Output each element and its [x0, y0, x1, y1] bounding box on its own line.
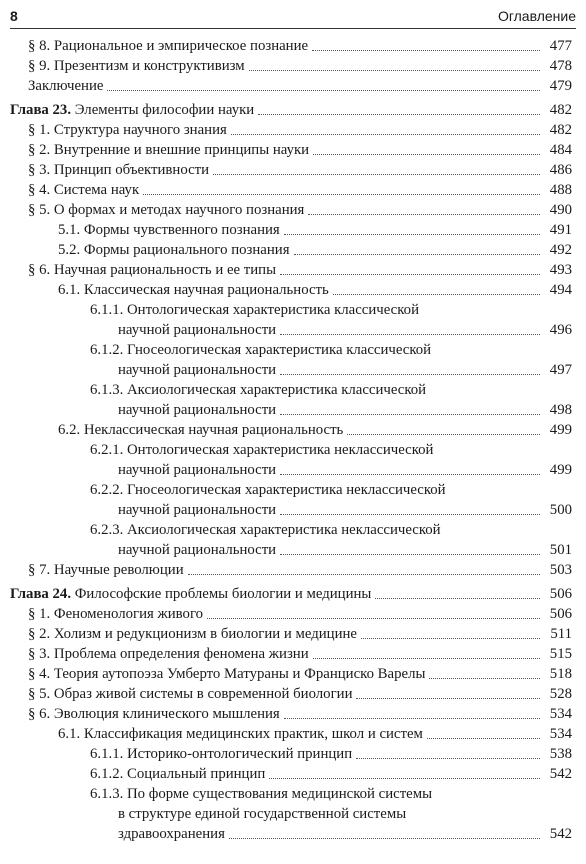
entry-text: 6.1.3. Аксиологическая характеристика классической — [90, 382, 427, 398]
toc-entry-title — [118, 540, 276, 560]
toc-line — [0, 340, 586, 360]
entry-text: § 1. Структура научного знания — [28, 122, 227, 138]
toc-entry-title — [28, 624, 357, 644]
entry-text: § 8. Рациональное и эмпирическое познание — [28, 38, 309, 54]
entry-text: § 4. Теория аутопоэза Умберто Матураны и Франциско Варелы — [28, 666, 426, 682]
toc-entry-title — [90, 440, 433, 460]
toc-page-number: 534 — [549, 726, 572, 742]
toc-line — [0, 664, 586, 684]
toc-line — [0, 724, 586, 744]
toc-entry-title — [118, 460, 276, 480]
toc-entry — [0, 704, 586, 724]
toc-entry-title — [118, 804, 406, 824]
toc-line — [0, 604, 586, 624]
chapter-label: Глава 24. — [10, 586, 72, 602]
toc-entry-title — [28, 200, 304, 220]
toc-page-number: 518 — [549, 666, 572, 682]
toc-entry — [0, 240, 586, 260]
entry-text: 6.1.2. Социальный принцип — [90, 766, 266, 782]
toc-entry-title — [118, 500, 276, 520]
toc-page-number: 479 — [549, 78, 572, 94]
entry-text: 6.1.3. По форме существования медицинской системы — [90, 786, 433, 802]
dot-leader — [107, 90, 540, 91]
entry-text: 5.1. Формы чувственного познания — [58, 222, 280, 238]
toc-line — [0, 804, 586, 824]
toc-page-number: 538 — [549, 746, 572, 762]
toc-page-number: 488 — [549, 182, 572, 198]
toc-page-number: 497 — [549, 362, 572, 378]
entry-text: 6.1.2. Гносеологическая характеристика классической — [90, 342, 432, 358]
toc-line — [0, 644, 586, 664]
toc-line — [0, 140, 586, 160]
toc-entry-title — [28, 120, 227, 140]
toc-page-number: 491 — [549, 222, 572, 238]
toc-entry — [0, 480, 586, 520]
toc-line — [0, 200, 586, 220]
toc-entry-title — [118, 320, 276, 340]
entry-text: § 6. Эволюция клинического мышления — [28, 706, 280, 722]
dot-leader — [258, 114, 540, 115]
toc-entry-title — [28, 160, 209, 180]
toc-line — [0, 584, 586, 604]
entry-text: § 5. Образ живой системы в современной биологии — [28, 686, 353, 702]
toc-page-number: 506 — [549, 586, 572, 602]
toc-page-number: 486 — [549, 162, 572, 178]
toc-chapter — [0, 100, 586, 120]
dot-leader — [356, 758, 540, 759]
toc-line — [0, 280, 586, 300]
dot-leader — [429, 678, 540, 679]
toc-line — [0, 56, 586, 76]
toc-entry-title — [28, 180, 139, 200]
entry-text: 6.2.2. Гносеологическая характеристика неклассической — [90, 482, 446, 498]
dot-leader — [427, 738, 540, 739]
toc-entry-title — [58, 420, 343, 440]
toc-entry-title — [10, 100, 254, 120]
dot-leader — [280, 274, 540, 275]
dot-leader — [313, 658, 540, 659]
entry-text: научной рациональности — [118, 542, 277, 558]
toc-page-number: 542 — [549, 766, 572, 782]
dot-leader — [280, 554, 540, 555]
toc-line — [0, 520, 586, 540]
toc-entry-title — [28, 664, 425, 684]
entry-text: 6.2.3. Аксиологическая характеристика неклассической — [90, 522, 441, 538]
toc-page-number: 501 — [549, 542, 572, 558]
toc-page-number: 506 — [549, 606, 572, 622]
toc-line — [0, 260, 586, 280]
toc-line — [0, 744, 586, 764]
toc-page-number: 494 — [549, 282, 572, 298]
entry-text: научной рациональности — [118, 362, 277, 378]
toc-page-number: 478 — [549, 58, 572, 74]
toc-line — [0, 380, 586, 400]
toc-line — [0, 400, 586, 420]
dot-leader — [284, 234, 540, 235]
dot-leader — [269, 778, 540, 779]
dot-leader — [280, 414, 540, 415]
entry-text: 6.1. Классификация медицинских практик, школ и систем — [58, 726, 423, 742]
dot-leader — [347, 434, 540, 435]
entry-text: § 7. Научные революции — [28, 562, 184, 578]
toc-page-number: 477 — [549, 38, 572, 54]
toc-line — [0, 180, 586, 200]
toc-entry — [0, 664, 586, 684]
dot-leader — [294, 254, 540, 255]
entry-text: § 1. Феноменология живого — [28, 606, 204, 622]
toc-entry — [0, 180, 586, 200]
toc-line — [0, 500, 586, 520]
entry-text: § 4. Система наук — [28, 182, 140, 198]
entry-text: научной рациональности — [118, 402, 277, 418]
dot-leader — [308, 214, 540, 215]
toc-line — [0, 560, 586, 580]
dot-leader — [284, 718, 540, 719]
dot-leader — [143, 194, 540, 195]
toc-entry-title — [28, 604, 203, 624]
toc-entry — [0, 120, 586, 140]
toc-entry-title — [58, 240, 290, 260]
toc-line — [0, 220, 586, 240]
toc-page-number: 542 — [549, 826, 572, 842]
toc-entry-title — [90, 764, 265, 784]
toc-entry — [0, 280, 586, 300]
toc-entry — [0, 420, 586, 440]
toc-page-number: 503 — [549, 562, 572, 578]
toc-page-number: 499 — [549, 422, 572, 438]
toc-entry — [0, 684, 586, 704]
chapter-label: Глава 23. — [10, 102, 72, 118]
toc-entry-title — [28, 684, 352, 704]
toc-entry-title — [90, 380, 426, 400]
toc-entry — [0, 260, 586, 280]
toc-entry-title — [28, 644, 309, 664]
toc-page-number: 482 — [549, 122, 572, 138]
toc-entry — [0, 220, 586, 240]
toc-entry-title — [28, 56, 245, 76]
toc-line — [0, 160, 586, 180]
toc-line — [0, 36, 586, 56]
toc-page-number: 492 — [549, 242, 572, 258]
dot-leader — [207, 618, 540, 619]
dot-leader — [231, 134, 540, 135]
toc-entry-title — [28, 260, 276, 280]
entry-text: 6.2. Неклассическая научная рациональность — [58, 422, 344, 438]
toc-entry-title — [90, 300, 419, 320]
dot-leader — [188, 574, 540, 575]
toc-entry — [0, 624, 586, 644]
toc-entry-title — [90, 340, 431, 360]
toc-line — [0, 684, 586, 704]
toc-entry-title — [28, 36, 308, 56]
dot-leader — [280, 514, 540, 515]
toc-entry — [0, 140, 586, 160]
toc-entry — [0, 300, 586, 340]
dot-leader — [280, 334, 540, 335]
dot-leader — [280, 374, 540, 375]
toc-entry — [0, 56, 586, 76]
toc-entry — [0, 200, 586, 220]
toc-line — [0, 784, 586, 804]
toc-entry — [0, 340, 586, 380]
running-title: Оглавление — [497, 8, 576, 24]
entry-text: 6.1. Классическая научная рациональность — [58, 282, 329, 298]
toc-entry-title — [28, 140, 309, 160]
toc-entry-title — [28, 560, 184, 580]
toc-entry — [0, 520, 586, 560]
toc-entry — [0, 440, 586, 480]
toc-page-number: 498 — [549, 402, 572, 418]
page-number: 8 — [10, 8, 18, 24]
toc-entry — [0, 644, 586, 664]
dot-leader — [313, 154, 540, 155]
entry-text: 5.2. Формы рационального познания — [58, 242, 290, 258]
toc-entry-title — [10, 584, 371, 604]
toc-line — [0, 764, 586, 784]
toc-line — [0, 480, 586, 500]
entry-text: Философские проблемы биологии и медицины — [71, 586, 372, 602]
dot-leader — [229, 838, 540, 839]
toc-entry — [0, 604, 586, 624]
toc-entry-title — [118, 824, 225, 844]
toc-entry-title — [118, 400, 276, 420]
entry-text: научной рациональности — [118, 322, 277, 338]
toc-entry-title — [90, 480, 446, 500]
toc-entry-title — [58, 724, 423, 744]
entry-text: научной рациональности — [118, 502, 277, 518]
dot-leader — [312, 50, 540, 51]
toc-chapter — [0, 584, 586, 604]
entry-text: Заключение — [28, 78, 104, 94]
toc-page-number: 534 — [549, 706, 572, 722]
dot-leader — [361, 638, 540, 639]
page-header — [10, 6, 576, 29]
dot-leader — [213, 174, 540, 175]
toc-entry-title — [58, 280, 329, 300]
toc-page-number: 511 — [550, 626, 572, 642]
toc-line — [0, 120, 586, 140]
toc-entry-title — [58, 220, 280, 240]
entry-text: § 6. Научная рациональность и ее типы — [28, 262, 277, 278]
toc-line — [0, 76, 586, 96]
toc-page-number: 484 — [549, 142, 572, 158]
entry-text: 6.2.1. Онтологическая характеристика неклассической — [90, 442, 434, 458]
toc-line — [0, 300, 586, 320]
toc-line — [0, 240, 586, 260]
dot-leader — [249, 70, 540, 71]
toc-line — [0, 624, 586, 644]
dot-leader — [280, 474, 540, 475]
dot-leader — [375, 598, 540, 599]
entry-text: § 2. Внутренние и внешние принципы науки — [28, 142, 310, 158]
entry-text: 6.1.1. Онтологическая характеристика классической — [90, 302, 419, 318]
toc-entry-title — [28, 704, 280, 724]
toc-page-number: 493 — [549, 262, 572, 278]
toc-entry-title — [90, 744, 352, 764]
toc-page-number: 496 — [549, 322, 572, 338]
toc-line — [0, 440, 586, 460]
toc-line — [0, 704, 586, 724]
toc-entry — [0, 560, 586, 580]
table-of-contents — [0, 36, 586, 844]
toc-entry — [0, 36, 586, 56]
toc-entry-title — [118, 360, 276, 380]
toc-entry-title — [90, 784, 432, 804]
toc-line — [0, 100, 586, 120]
entry-text: в структуре единой государственной системы — [118, 806, 407, 822]
toc-entry — [0, 764, 586, 784]
toc-page-number: 500 — [549, 502, 572, 518]
entry-text: § 2. Холизм и редукционизм в биологии и медицине — [28, 626, 357, 642]
toc-entry — [0, 784, 586, 844]
toc-entry — [0, 160, 586, 180]
entry-text: 6.1.1. Историко-онтологический принцип — [90, 746, 353, 762]
toc-entry — [0, 76, 586, 96]
entry-text: § 9. Презентизм и конструктивизм — [28, 58, 245, 74]
toc-page-number: 499 — [549, 462, 572, 478]
entry-text: здравоохранения — [118, 826, 225, 842]
toc-line — [0, 420, 586, 440]
toc-entry — [0, 380, 586, 420]
toc-page-number: 490 — [549, 202, 572, 218]
entry-text: § 3. Проблема определения феномена жизни — [28, 646, 309, 662]
entry-text: научной рациональности — [118, 462, 277, 478]
toc-page-number: 515 — [549, 646, 572, 662]
toc-entry-title — [28, 76, 103, 96]
toc-page-number: 528 — [549, 686, 572, 702]
entry-text: § 5. О формах и методах научного познания — [28, 202, 305, 218]
toc-page-number: 482 — [549, 102, 572, 118]
toc-entry — [0, 724, 586, 744]
toc-line — [0, 824, 586, 844]
dot-leader — [356, 698, 540, 699]
toc-line — [0, 540, 586, 560]
toc-line — [0, 360, 586, 380]
dot-leader — [333, 294, 540, 295]
toc-entry — [0, 744, 586, 764]
entry-text: Элементы философии науки — [71, 102, 255, 118]
toc-line — [0, 460, 586, 480]
toc-line — [0, 320, 586, 340]
entry-text: § 3. Принцип объективности — [28, 162, 210, 178]
toc-entry-title — [90, 520, 441, 540]
